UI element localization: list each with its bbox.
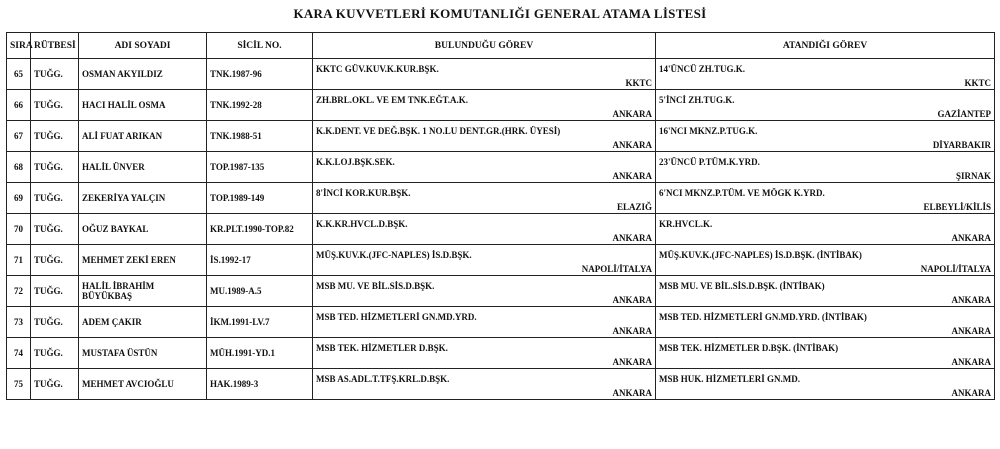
- post-location: ANKARA: [612, 295, 652, 305]
- rank-cell: TUĞG.: [31, 183, 79, 214]
- name-cell: ALİ FUAT ARIKAN: [79, 121, 207, 152]
- page-title: KARA KUVVETLERİ KOMUTANLIĞI GENERAL ATAMA LİSTESİ: [293, 6, 707, 21]
- registry-cell: TNK.1992-28: [207, 90, 313, 121]
- post-title: MSB TED. HİZMETLERİ GN.MD.YRD. (İNTİBAK): [659, 312, 867, 322]
- post-location: ANKARA: [612, 388, 652, 398]
- post-title: 5'İNCİ ZH.TUG.K.: [659, 95, 735, 105]
- rank-cell: TUĞG.: [31, 338, 79, 369]
- post-location: NAPOLİ/İTALYA: [920, 264, 991, 274]
- name-cell: HACI HALİL OSMA: [79, 90, 207, 121]
- post-location: NAPOLİ/İTALYA: [581, 264, 652, 274]
- assigned-post-cell: [656, 90, 995, 121]
- post-title: MSB TEK. HİZMETLER D.BŞK. (İNTİBAK): [659, 343, 839, 353]
- post-title: 16'NCI MKNZ.P.TUG.K.: [659, 126, 758, 136]
- post-location: ANKARA: [612, 140, 652, 150]
- name-cell: HALİL ÜNVER: [79, 152, 207, 183]
- registry-cell: TOP.1987-135: [207, 152, 313, 183]
- post-title: K.K.DENT. VE DEĞ.BŞK. 1 NO.LU DENT.GR.(HRK. ÜYESİ): [316, 126, 561, 136]
- post-location: KKTC: [625, 78, 652, 88]
- registry-cell: MU.1989-A.5: [207, 276, 313, 307]
- row-number: 65: [7, 59, 31, 90]
- header-sicil-no: SİCİL NO.: [207, 33, 313, 59]
- post-title: K.K.LOJ.BŞK.SEK.: [316, 157, 395, 167]
- name-cell: ADEM ÇAKIR: [79, 307, 207, 338]
- post-location: ANKARA: [612, 171, 652, 181]
- header-row: [7, 33, 995, 59]
- post-location: DİYARBAKIR: [932, 140, 991, 150]
- post-location: ANKARA: [951, 388, 991, 398]
- row-number: 70: [7, 214, 31, 245]
- name-cell: MUSTAFA ÜSTÜN: [79, 338, 207, 369]
- row-number: 75: [7, 369, 31, 400]
- post-title: 8'İNCİ KOR.KUR.BŞK.: [316, 188, 411, 198]
- post-title: MSB TEK. HİZMETLER D.BŞK.: [316, 343, 448, 353]
- assigned-post-cell: [656, 214, 995, 245]
- registry-cell: MÜH.1991-YD.1: [207, 338, 313, 369]
- post-title: 23'ÜNCÜ P.TÜM.K.YRD.: [659, 157, 760, 167]
- current-post-cell: [313, 152, 656, 183]
- post-title: 14'ÜNCÜ ZH.TUG.K.: [659, 64, 746, 74]
- assignment-table: [6, 32, 995, 400]
- assigned-post-cell: [656, 369, 995, 400]
- registry-cell: TNK.1988-51: [207, 121, 313, 152]
- assigned-post-cell: [656, 245, 995, 276]
- row-number: 74: [7, 338, 31, 369]
- table-row: [7, 245, 995, 276]
- assigned-post-cell: [656, 183, 995, 214]
- current-post-cell: [313, 59, 656, 90]
- table-row: [7, 59, 995, 90]
- post-location: KKTC: [964, 78, 991, 88]
- table-row: [7, 121, 995, 152]
- post-title: MSB MU. VE BİL.SİS.D.BŞK. (İNTİBAK): [659, 281, 825, 291]
- rank-cell: TUĞG.: [31, 90, 79, 121]
- name-cell: HALİL İBRAHİM BÜYÜKBAŞ: [79, 276, 207, 307]
- rank-cell: TUĞG.: [31, 214, 79, 245]
- post-title: MSB TED. HİZMETLERİ GN.MD.YRD.: [316, 312, 477, 322]
- post-location: ANKARA: [951, 357, 991, 367]
- post-location: ELAZIĞ: [616, 202, 652, 212]
- post-title: KR.HVCL.K.: [659, 219, 713, 229]
- name-cell: MEHMET ZEKİ EREN: [79, 245, 207, 276]
- post-title: MSB AS.ADL.T.TFŞ.KRL.D.BŞK.: [316, 374, 450, 384]
- row-number: 68: [7, 152, 31, 183]
- table-row: [7, 276, 995, 307]
- post-location: ANKARA: [951, 295, 991, 305]
- post-location: ANKARA: [951, 233, 991, 243]
- post-title: MSB HUK. HİZMETLERİ GN.MD.: [659, 374, 801, 384]
- post-location: ELBEYLİ/KİLİS: [923, 202, 991, 212]
- current-post-cell: [313, 307, 656, 338]
- header-rutbe: RÜTBESİ: [31, 33, 79, 59]
- name-cell: OĞUZ BAYKAL: [79, 214, 207, 245]
- header-adi-soyadi: ADI SOYADI: [79, 33, 207, 59]
- post-location: ANKARA: [612, 233, 652, 243]
- header-atandigi-gorev: ATANDIĞI GÖREV: [656, 33, 995, 59]
- assigned-post-cell: [656, 307, 995, 338]
- post-location: ANKARA: [951, 326, 991, 336]
- name-cell: ZEKERİYA YALÇIN: [79, 183, 207, 214]
- post-title: MSB MU. VE BİL.SİS.D.BŞK.: [316, 281, 435, 291]
- registry-cell: KR.PLT.1990-TOP.82: [207, 214, 313, 245]
- rank-cell: TUĞG.: [31, 307, 79, 338]
- post-location: GAZİANTEP: [937, 109, 991, 119]
- rank-cell: TUĞG.: [31, 369, 79, 400]
- assigned-post-cell: [656, 152, 995, 183]
- rank-cell: TUĞG.: [31, 245, 79, 276]
- current-post-cell: [313, 245, 656, 276]
- table-row: [7, 307, 995, 338]
- post-title: MÜŞ.KUV.K.(JFC-NAPLES) İS.D.BŞK. (İNTİBAK): [659, 250, 862, 260]
- table-row: [7, 214, 995, 245]
- header-bulundugu-gorev: BULUNDUĞU GÖREV: [313, 33, 656, 59]
- post-location: ANKARA: [612, 109, 652, 119]
- row-number: 67: [7, 121, 31, 152]
- post-title: K.K.KR.HVCL.D.BŞK.: [316, 219, 408, 229]
- table-row: [7, 183, 995, 214]
- post-title: ZH.BRL.OKL. VE EM TNK.EĞT.A.K.: [316, 95, 469, 105]
- post-title: MÜŞ.KUV.K.(JFC-NAPLES) İS.D.BŞK.: [316, 250, 472, 260]
- name-cell: OSMAN AKYILDIZ: [79, 59, 207, 90]
- name-cell: MEHMET AVCIOĞLU: [79, 369, 207, 400]
- assigned-post-cell: [656, 121, 995, 152]
- row-number: 66: [7, 90, 31, 121]
- post-location: ŞIRNAK: [955, 171, 991, 181]
- row-number: 71: [7, 245, 31, 276]
- post-title: 6'NCI MKNZ.P.TÜM. VE MÖGK K.YRD.: [659, 188, 825, 198]
- row-number: 69: [7, 183, 31, 214]
- registry-cell: HAK.1989-3: [207, 369, 313, 400]
- row-number: 72: [7, 276, 31, 307]
- table-row: [7, 152, 995, 183]
- row-number: 73: [7, 307, 31, 338]
- rank-cell: TUĞG.: [31, 121, 79, 152]
- registry-cell: TNK.1987-96: [207, 59, 313, 90]
- registry-cell: İS.1992-17: [207, 245, 313, 276]
- rank-cell: TUĞG.: [31, 59, 79, 90]
- assigned-post-cell: [656, 59, 995, 90]
- table-row: [7, 90, 995, 121]
- assigned-post-cell: [656, 276, 995, 307]
- table-row: [7, 369, 995, 400]
- assigned-post-cell: [656, 338, 995, 369]
- current-post-cell: [313, 338, 656, 369]
- registry-cell: İKM.1991-LV.7: [207, 307, 313, 338]
- rank-cell: TUĞG.: [31, 152, 79, 183]
- registry-cell: TOP.1989-149: [207, 183, 313, 214]
- post-title: KKTC GÜV.KUV.K.KUR.BŞK.: [316, 64, 439, 74]
- current-post-cell: [313, 90, 656, 121]
- post-location: ANKARA: [612, 357, 652, 367]
- rank-cell: TUĞG.: [31, 276, 79, 307]
- header-sira: SIRA: [7, 33, 31, 59]
- current-post-cell: [313, 121, 656, 152]
- current-post-cell: [313, 183, 656, 214]
- current-post-cell: [313, 369, 656, 400]
- table-row: [7, 338, 995, 369]
- current-post-cell: [313, 276, 656, 307]
- post-location: ANKARA: [612, 326, 652, 336]
- current-post-cell: [313, 214, 656, 245]
